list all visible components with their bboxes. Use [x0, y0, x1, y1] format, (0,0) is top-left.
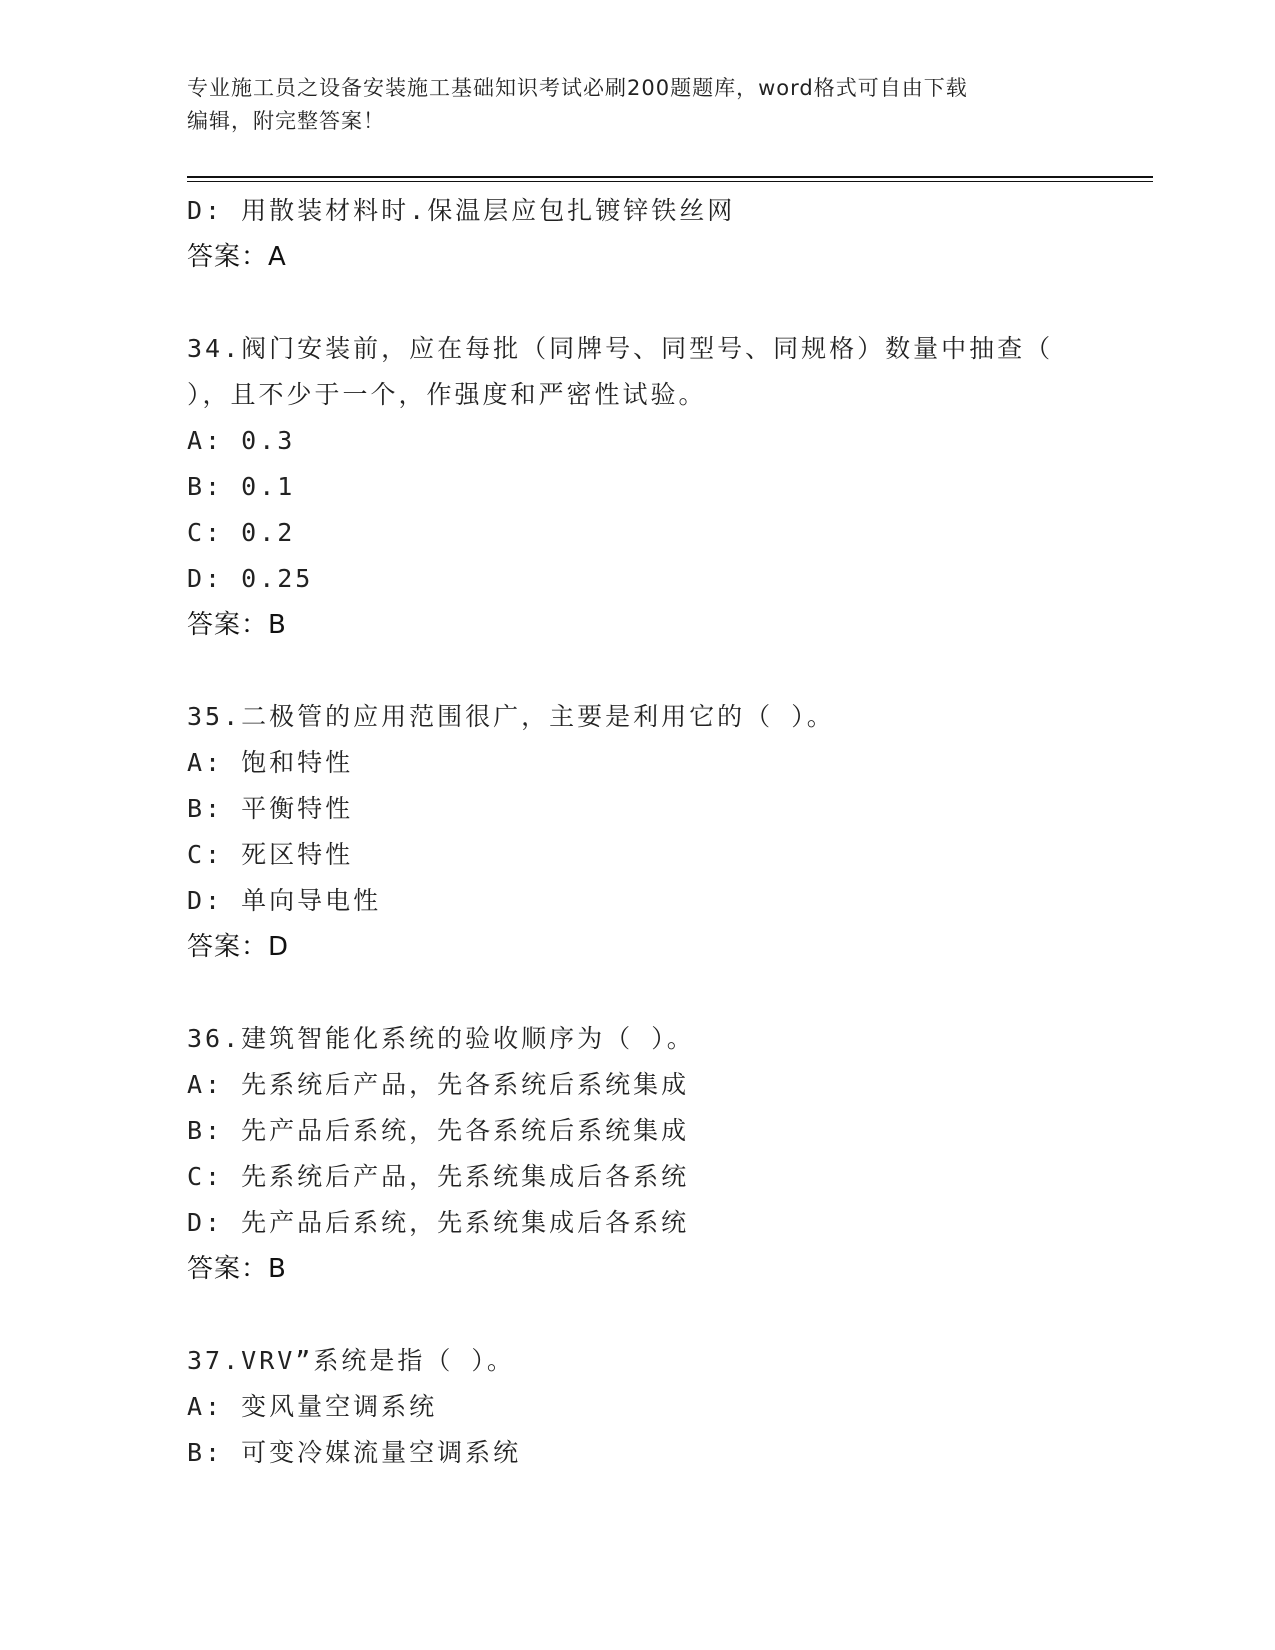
q36-option-b: B: 先产品后系统，先各系统后系统集成	[187, 1116, 690, 1145]
q34-answer: 答案：B	[187, 610, 287, 640]
document-header	[187, 72, 1087, 138]
question-list	[187, 188, 1087, 1476]
header-title-line-1: 专业施工员之设备安装施工基础知识考试必刷200题题库，word格式可自由下载	[187, 76, 968, 100]
spacer	[187, 280, 1087, 326]
spacer	[187, 648, 1087, 694]
q36-stem: 36.建筑智能化系统的验收顺序为（ ）。	[187, 1024, 695, 1053]
q36-option-a: A: 先系统后产品，先各系统后系统集成	[187, 1070, 690, 1099]
q33-answer: 答案：A	[187, 242, 287, 272]
header-title-line-2: 编辑，附完整答案！	[187, 109, 385, 133]
q34-option-b: B: 0.1	[187, 472, 296, 501]
q35-answer: 答案：D	[187, 932, 290, 962]
q36-answer: 答案：B	[187, 1254, 287, 1284]
q35-option-a: A: 饱和特性	[187, 748, 354, 777]
header-divider-thick	[187, 176, 1153, 178]
spacer	[187, 970, 1087, 1016]
q35-stem: 35.二极管的应用范围很广，主要是利用它的（ ）。	[187, 702, 835, 731]
q37-option-a: A: 变风量空调系统	[187, 1392, 438, 1421]
q34-stem-line-1: 34.阀门安装前，应在每批（同牌号、同型号、同规格）数量中抽查（	[187, 334, 1054, 363]
q35-option-d: D: 单向导电性	[187, 886, 382, 915]
q34-option-a: A: 0.3	[187, 426, 296, 455]
q36-option-d: D: 先产品后系统，先系统集成后各系统	[187, 1208, 690, 1237]
q36-option-c: C: 先系统后产品，先系统集成后各系统	[187, 1162, 690, 1191]
q37-option-b: B: 可变冷媒流量空调系统	[187, 1438, 522, 1467]
q35-option-c: C: 死区特性	[187, 840, 354, 869]
header-divider-thin	[187, 181, 1153, 182]
spacer	[187, 1292, 1087, 1338]
q33-option-d: D: 用散装材料时.保温层应包扎镀锌铁丝网	[187, 196, 736, 225]
q37-stem: 37.VRV”系统是指（ ）。	[187, 1346, 515, 1375]
q34-option-d: D: 0.25	[187, 564, 314, 593]
q34-stem-line-2: ），且不少于一个，作强度和严密性试验。	[187, 380, 707, 409]
q34-option-c: C: 0.2	[187, 518, 296, 547]
q35-option-b: B: 平衡特性	[187, 794, 354, 823]
